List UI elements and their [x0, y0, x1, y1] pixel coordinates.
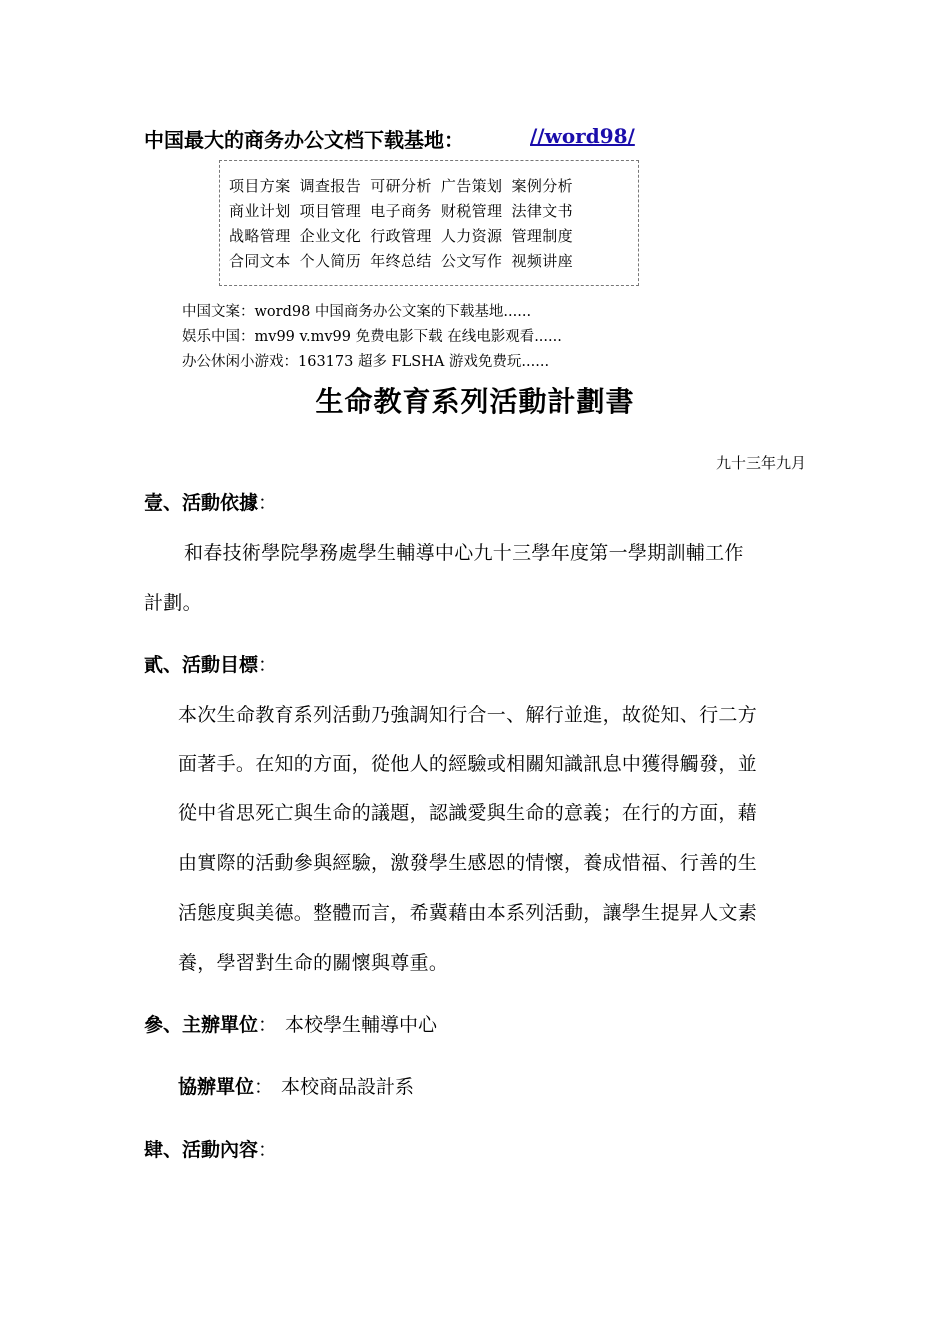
ad-line: 娱乐中国：mv99 v.mv99 免费电影下载 在线电影观看...... — [182, 329, 562, 345]
category-item[interactable]: 视频讲座 — [511, 252, 574, 270]
category-item[interactable]: 项目管理 — [299, 202, 362, 220]
category-row — [229, 175, 582, 196]
paragraph-line: 活態度與美德。整體而言，希冀藉由本系列活動，讓學生提昇人文素 — [178, 902, 758, 924]
category-row — [229, 250, 582, 271]
category-row — [229, 225, 582, 246]
category-item[interactable]: 合同文本 — [229, 252, 291, 270]
co-organizer — [178, 1072, 414, 1099]
category-item[interactable]: 法律文书 — [511, 202, 574, 220]
paragraph-line: 由實際的活動參與經驗，激發學生感恩的情懷，養成惜福、行善的生 — [178, 852, 758, 874]
ad-line: 中国文案：word98 中国商务办公文案的下载基地...... — [182, 304, 532, 320]
paragraph-line: 面著手。在知的方面，從他人的經驗或相關知識訊息中獲得觸發，並 — [178, 753, 758, 775]
paragraph-line: 養，學習對生命的關懷與尊重。 — [178, 952, 449, 974]
section-heading-text: 壹、活動依據 — [144, 492, 259, 514]
section-heading — [144, 650, 277, 677]
section-heading-text: 貳、活動目標 — [144, 654, 259, 676]
category-item[interactable]: 战略管理 — [229, 227, 291, 245]
heading-colon: ： — [258, 1139, 278, 1161]
category-box — [219, 160, 639, 286]
document-title: 生命教育系列活動計劃書 — [315, 385, 635, 418]
category-item[interactable]: 项目方案 — [229, 177, 291, 195]
category-item[interactable]: 管理制度 — [511, 227, 574, 245]
category-row — [229, 200, 582, 221]
category-item[interactable]: 广告策划 — [440, 177, 503, 195]
organizer-value: 本校學生輔導中心 — [285, 1014, 438, 1036]
paragraph-line: 計劃。 — [144, 592, 202, 614]
category-item[interactable]: 财税管理 — [440, 202, 503, 220]
document-date: 九十三年九月 — [715, 454, 806, 472]
category-item[interactable]: 可研分析 — [370, 177, 432, 195]
category-item[interactable]: 人力资源 — [440, 227, 503, 245]
co-organizer-label: 協辦單位 — [178, 1076, 255, 1098]
paragraph-line: 從中省思死亡與生命的議題，認識愛與生命的意義；在行的方面，藉 — [178, 802, 758, 824]
heading-colon: ： — [258, 1014, 278, 1036]
co-organizer-value: 本校商品設計系 — [281, 1076, 415, 1098]
category-item[interactable]: 电子商务 — [370, 202, 432, 220]
ad-line: 办公休闲小游戏：163173 超多 FLSHA 游戏免费玩...... — [182, 354, 550, 370]
category-item[interactable]: 案例分析 — [511, 177, 574, 195]
section-heading-text: 肆、活動內容 — [144, 1139, 259, 1161]
heading-colon: ： — [254, 1076, 274, 1098]
banner-title: 中国最大的商务办公文档下载基地： — [144, 128, 464, 152]
category-item[interactable]: 企业文化 — [299, 227, 362, 245]
heading-colon: ： — [258, 654, 278, 676]
banner-link[interactable]: //word98/ — [530, 124, 635, 148]
section-heading-text: 參、主辦單位 — [144, 1014, 259, 1036]
section-heading — [144, 1135, 277, 1162]
category-item[interactable]: 行政管理 — [370, 227, 432, 245]
heading-colon: ： — [258, 492, 278, 514]
paragraph-line: 和春技術學院學務處學生輔導中心九十三學年度第一學期訓輔工作 — [184, 542, 744, 564]
category-item[interactable]: 调查报告 — [299, 177, 362, 195]
category-item[interactable]: 年终总结 — [370, 252, 432, 270]
category-item[interactable]: 商业计划 — [229, 202, 291, 220]
category-item[interactable]: 个人简历 — [299, 252, 362, 270]
section-heading — [144, 1010, 437, 1037]
category-item[interactable]: 公文写作 — [440, 252, 503, 270]
section-heading — [144, 488, 277, 515]
paragraph-line: 本次生命教育系列活動乃強調知行合一、解行並進，故從知、行二方 — [178, 704, 758, 726]
